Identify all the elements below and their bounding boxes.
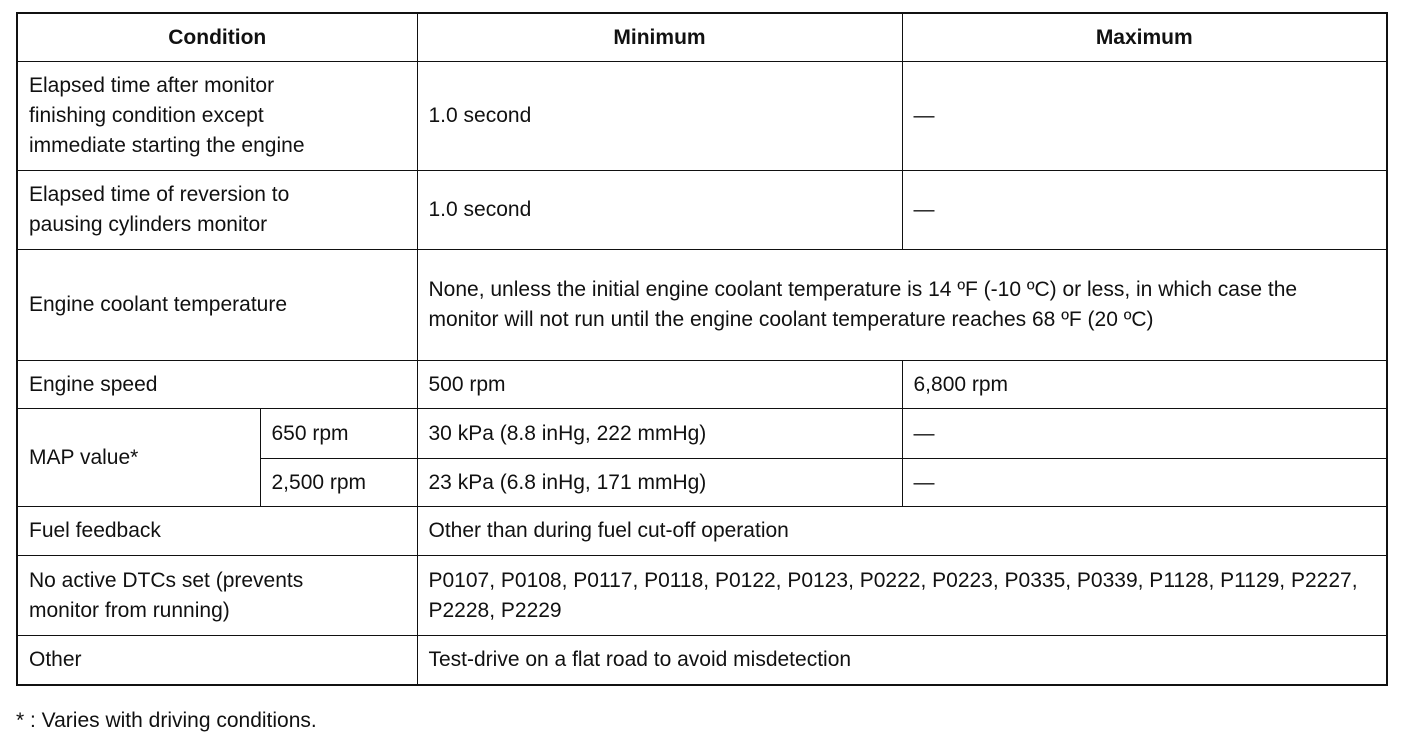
minimum-cell: 500 rpm [417, 361, 902, 409]
minimum-cell: 1.0 second [417, 62, 902, 171]
maximum-cell: — [902, 459, 1387, 507]
merged-value-cell: None, unless the initial engine coolant temperature is 14 ºF (-10 ºC) or less, in which case the monitor will not run until the engine coolant temperature reaches 68 ºF (20 ºC) [417, 250, 1387, 361]
rpm-subcondition-cell: 2,500 rpm [260, 459, 417, 507]
minimum-cell: 30 kPa (8.8 inHg, 222 mmHg) [417, 409, 902, 459]
table-row [17, 409, 1387, 459]
maximum-cell: — [902, 409, 1387, 459]
maximum-cell: 6,800 rpm [902, 361, 1387, 409]
condition-cell: Elapsed time after monitor finishing condition except immediate starting the engine [17, 62, 417, 171]
merged-value-cell: P0107, P0108, P0117, P0118, P0122, P0123, P0222, P0223, P0335, P0339, P1128, P1129, P2227, P2228, P2229 [417, 556, 1387, 636]
minimum-cell: 1.0 second [417, 171, 902, 250]
table-row [17, 636, 1387, 685]
header-condition: Condition [17, 13, 417, 62]
monitor-conditions-table [16, 12, 1388, 686]
condition-cell: Fuel feedback [17, 507, 417, 556]
table-row [17, 556, 1387, 636]
condition-cell: Elapsed time of reversion to pausing cylinders monitor [17, 171, 417, 250]
condition-cell: No active DTCs set (prevents monitor from running) [17, 556, 417, 636]
table-row [17, 250, 1387, 361]
maximum-cell: — [902, 171, 1387, 250]
table-header-row [17, 13, 1387, 62]
table-row [17, 507, 1387, 556]
header-minimum: Minimum [417, 13, 902, 62]
merged-value-cell: Test-drive on a flat road to avoid misdetection [417, 636, 1387, 685]
table-row [17, 171, 1387, 250]
condition-cell: MAP value* [17, 409, 260, 507]
rpm-subcondition-cell: 650 rpm [260, 409, 417, 459]
condition-cell: Other [17, 636, 417, 685]
condition-cell: Engine coolant temperature [17, 250, 417, 361]
header-maximum: Maximum [902, 13, 1387, 62]
merged-value-cell: Other than during fuel cut-off operation [417, 507, 1387, 556]
table-row [17, 62, 1387, 171]
maximum-cell: — [902, 62, 1387, 171]
minimum-cell: 23 kPa (6.8 inHg, 171 mmHg) [417, 459, 902, 507]
document-page [16, 12, 1386, 686]
footnote: * : Varies with driving conditions. [16, 709, 317, 732]
table-row [17, 361, 1387, 409]
condition-cell: Engine speed [17, 361, 417, 409]
